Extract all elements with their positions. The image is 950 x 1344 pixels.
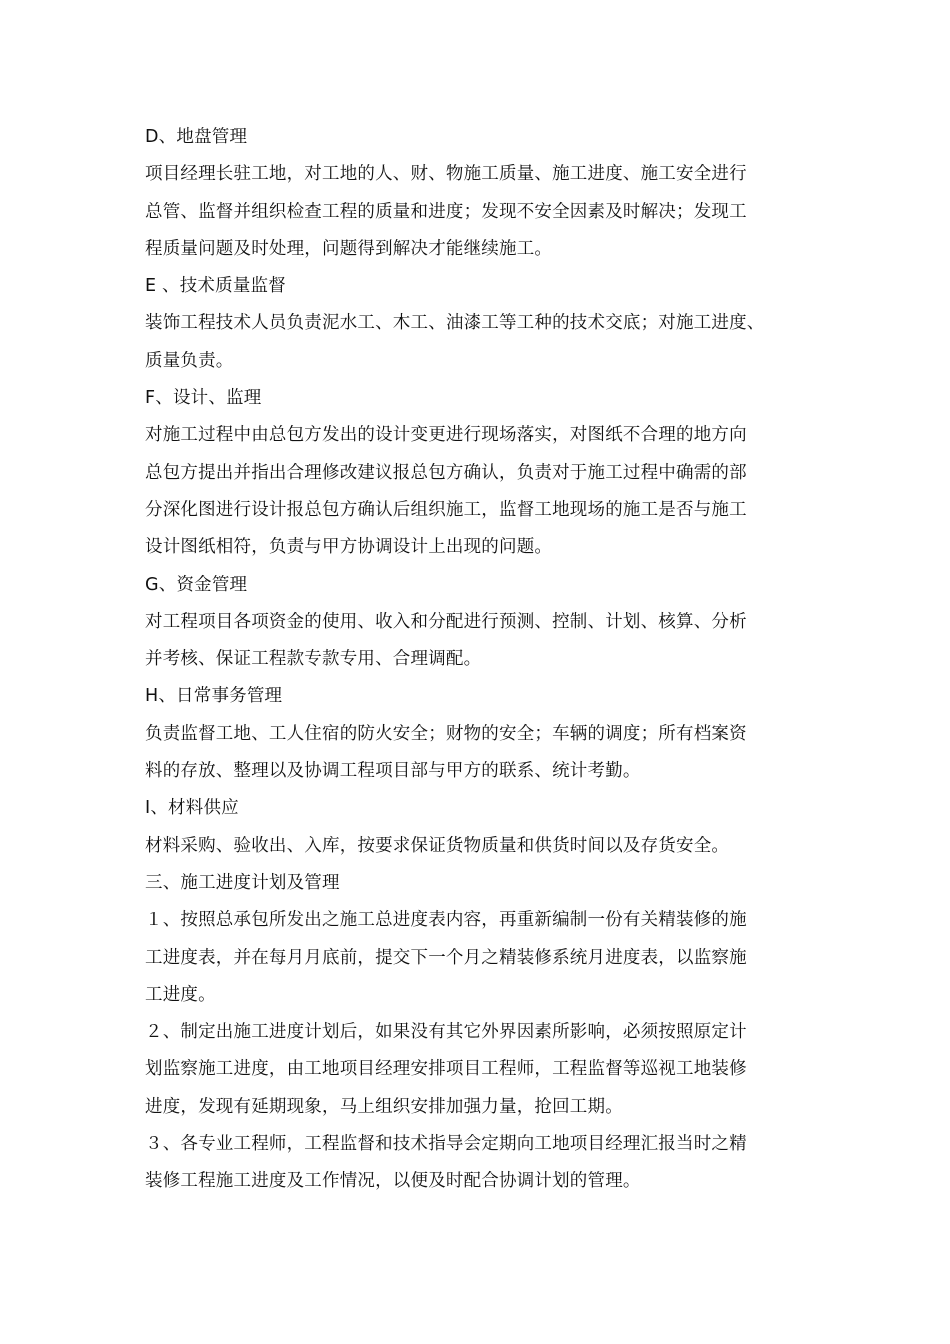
paragraph-line: 程质量问题及时处理，问题得到解决才能继续施工。 <box>145 238 553 259</box>
section-heading-e: E 、技术质量监督 <box>145 276 286 297</box>
section-heading-g: G、资金管理 <box>145 574 248 595</box>
list-item-2: ２、制定出施工进度计划后，如果没有其它外界因素所影响，必须按照原定计 <box>145 1022 747 1043</box>
list-item-1: １、按照总承包所发出之施工总进度表内容，再重新编制一份有关精装修的施 <box>145 910 747 931</box>
paragraph-line: 负责监督工地、工人住宿的防火安全；财物的安全；车辆的调度；所有档案资 <box>145 723 747 744</box>
section-heading-f: F、设计、监理 <box>145 388 262 409</box>
paragraph-line: 工进度表，并在每月月底前，提交下一个月之精装修系统月进度表，以监察施 <box>145 947 747 968</box>
paragraph-line: 总管、监督并组织检查工程的质量和进度；发现不安全因素及时解决；发现工 <box>145 201 747 222</box>
paragraph-line: 工进度。 <box>145 984 216 1005</box>
paragraph-line: 总包方提出并指出合理修改建议报总包方确认，负责对于施工过程中确需的部 <box>145 462 747 483</box>
paragraph-line: 装修工程施工进度及工作情况，以便及时配合协调计划的管理。 <box>145 1171 641 1192</box>
paragraph-line: 进度，发现有延期现象，马上组织安排加强力量，抢回工期。 <box>145 1096 623 1117</box>
paragraph-line: 装饰工程技术人员负责泥水工、木工、油漆工等工种的技术交底；对施工进度、 <box>145 313 765 334</box>
document-body <box>145 119 815 1201</box>
paragraph-line: 对施工过程中由总包方发出的设计变更进行现场落实，对图纸不合理的地方向 <box>145 425 747 446</box>
section-heading-schedule: 三、施工进度计划及管理 <box>145 872 340 893</box>
paragraph-line: 对工程项目各项资金的使用、收入和分配进行预测、控制、计划、核算、分析 <box>145 611 747 632</box>
paragraph-line: 并考核、保证工程款专款专用、合理调配。 <box>145 649 482 670</box>
paragraph-line: 质量负责。 <box>145 350 234 371</box>
section-heading-d: D、地盘管理 <box>145 127 248 147</box>
paragraph-line: 划监察施工进度，由工地项目经理安排项目工程师，工程监督等巡视工地装修 <box>145 1059 747 1080</box>
paragraph-line: 设计图纸相符，负责与甲方协调设计上出现的问题。 <box>145 537 553 558</box>
paragraph-line: 分深化图进行设计报总包方确认后组织施工，监督工地现场的施工是否与施工 <box>145 499 747 520</box>
paragraph-line: 材料采购、验收出、入库，按要求保证货物质量和供货时间以及存货安全。 <box>145 835 730 856</box>
paragraph-line: 料的存放、整理以及协调工程项目部与甲方的联系、统计考勤。 <box>145 761 641 782</box>
section-heading-i: I、材料供应 <box>145 798 239 819</box>
paragraph-line: 项目经理长驻工地，对工地的人、财、物施工质量、施工进度、施工安全进行 <box>145 164 747 185</box>
section-heading-h: H、日常事务管理 <box>145 686 283 707</box>
list-item-3: ３、各专业工程师，工程监督和技术指导会定期向工地项目经理汇报当时之精 <box>145 1134 747 1155</box>
